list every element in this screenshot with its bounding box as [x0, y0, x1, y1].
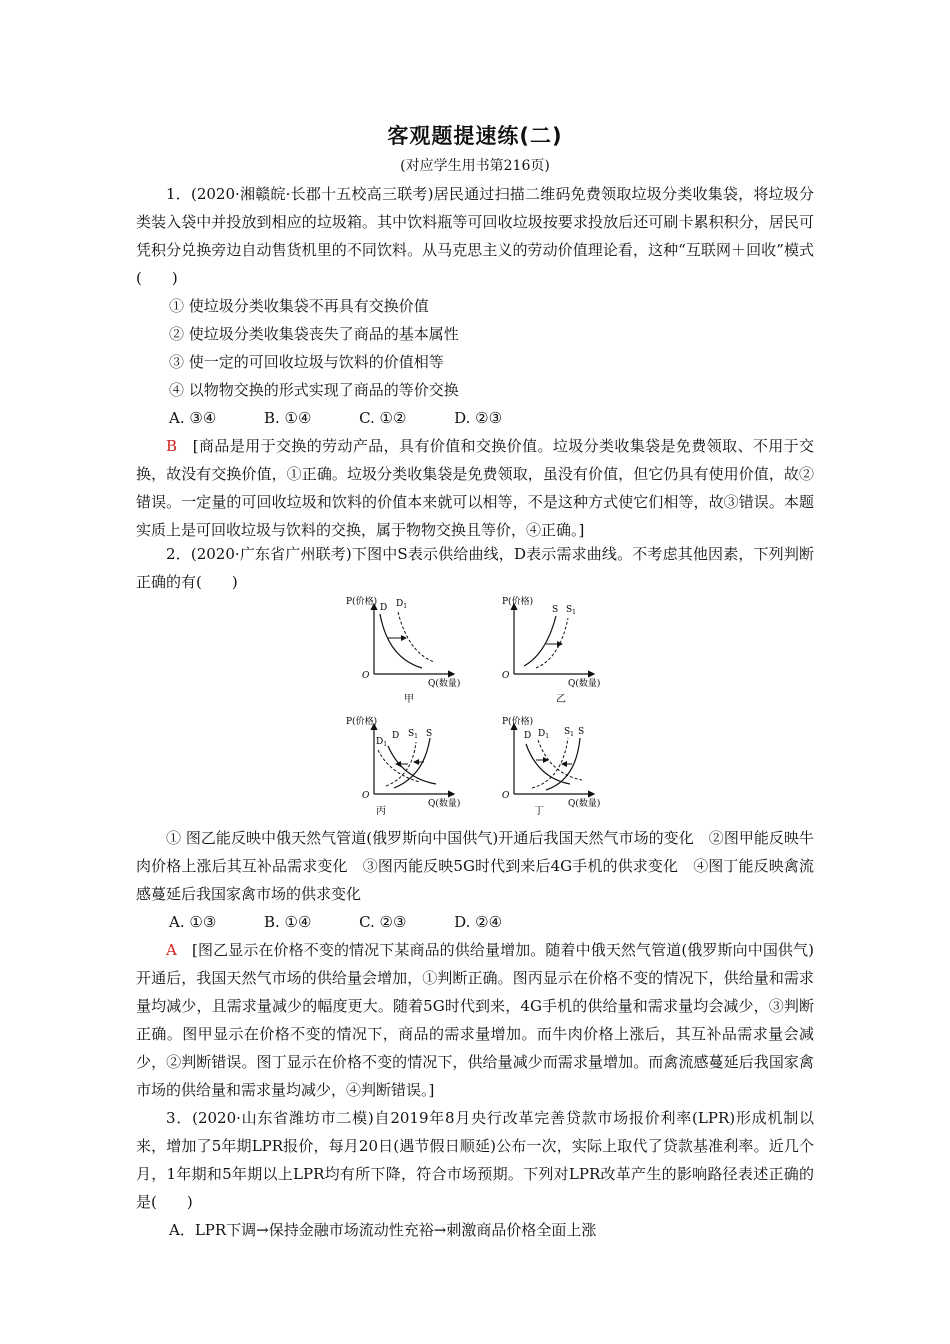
curve-label-s1	[566, 605, 576, 616]
origin-label: O	[362, 791, 370, 801]
question-1-option: ③ 使一定的可回收垃圾与饮料的价值相等	[169, 353, 444, 371]
question-1-option: ① 使垃圾分类收集袋不再具有交换价值	[169, 297, 429, 315]
label-letter: D	[538, 729, 546, 739]
question-1-option: ④ 以物物交换的形式实现了商品的等价交换	[169, 381, 459, 399]
curve-label-d1	[396, 599, 407, 610]
curve-label-s: S	[578, 727, 585, 737]
supply-demand-figure	[136, 596, 814, 824]
y-axis-label: P(价格)	[502, 717, 534, 727]
question-2-answer	[136, 936, 814, 1104]
curve-label-d: D	[392, 731, 400, 741]
label-subscript: 1	[545, 733, 550, 740]
label-subscript: 1	[414, 733, 418, 740]
question-1	[136, 180, 814, 544]
supply-demand-figure-svg	[346, 596, 606, 822]
panel-label-yi: 乙	[556, 694, 566, 705]
panel-label-bing: 丙	[376, 806, 386, 817]
demand-curve	[388, 746, 436, 784]
answer-letter: A	[166, 941, 177, 959]
origin-label: O	[502, 671, 510, 681]
y-axis-label: P(价格)	[502, 597, 534, 607]
curve-label-d1	[376, 737, 387, 748]
question-3-option-a: A．LPR下调→保持金融市场流动性充裕→刺激商品价格全面上涨	[169, 1221, 597, 1239]
label-letter: S	[566, 605, 573, 615]
page-subtitle: (对应学生用书第216页)	[400, 158, 550, 174]
curve-label-d: D	[524, 731, 532, 741]
answer-explanation: [商品是用于交换的劳动产品，具有价值和交换价值。垃圾分类收集袋是免费领取、不用于交换，故没有交换价值，①正确。垃圾分类收集袋是免费领取，虽没有价值，但它仍具有使用价值，故②错误。一定量的可回收垃圾和饮料的价值本来就可以相等，不是这种方式使它们相等，故③错误。本题实质上是可回收垃圾与饮料的交换，属于物物交换且等价，④正确。]	[136, 437, 814, 539]
panel-label-jia: 甲	[404, 694, 414, 705]
x-axis-label: Q(数量)	[568, 799, 601, 809]
curve-label-s1	[564, 727, 574, 738]
panel-label-ding: 丁	[534, 806, 544, 817]
panel-bing	[346, 715, 460, 817]
demand-curve-d1	[378, 750, 420, 782]
curve-label-d: D	[380, 603, 388, 613]
question-1-answer	[136, 432, 814, 544]
curve-label-d1	[538, 729, 549, 740]
curve-label-s1	[408, 729, 418, 740]
question-2-statements: ① 图乙能反映中俄天然气管道(俄罗斯向中国供气)开通后我国天然气市场的变化 ②图甲能反映牛肉价格上涨后其互补品需求变化 ③图丙能反映5G时代到来后4G手机的供求变化 ④图丁能反映禽流感蔓延后我国家禽市场的供求变化	[136, 829, 814, 903]
label-letter: S	[564, 727, 571, 737]
answer-explanation: [图乙显示在价格不变的情况下某商品的供给量增加。随着中俄天然气管道(俄罗斯向中国供气)开通后，我国天然气市场的供给量会增加，①判断正确。图丙显示在价格不变的情况下，供给量和需求量均减少，且需求量减少的幅度更大。随着5G时代到来，4G手机的供给量和需求量均会减少，③判断正确。图甲显示在价格不变的情况下，商品的需求量增加。而牛肉价格上涨后，其互补品需求量会减少，②判断错误。图丁显示在价格不变的情况下，供给量减少而需求量增加。而禽流感蔓延后我国家禽市场的供给量和需求量均减少，④判断错误。]	[136, 941, 814, 1099]
label-letter: D	[396, 599, 404, 609]
label-subscript: 1	[570, 731, 574, 738]
origin-label: O	[502, 791, 510, 801]
question-1-choices: A. ③④ B. ①④ C. ①② D. ②③	[169, 409, 503, 427]
demand-curve-d1	[398, 612, 434, 662]
y-axis-label: P(价格)	[346, 597, 378, 607]
curve-label-s: S	[552, 605, 559, 615]
origin-label: O	[362, 671, 370, 681]
label-subscript: 1	[403, 603, 408, 610]
question-2	[136, 540, 814, 1244]
y-axis-label: P(价格)	[346, 717, 378, 727]
question-1-stem: 1．(2020·湘赣皖·长郡十五校高三联考)居民通过扫描二维码免费领取垃圾分类收集袋，将垃圾分类装入袋中并投放到相应的垃圾箱。其中饮料瓶等可回收垃圾按要求投放后还可刷卡累积积分，居民可凭积分兑换旁边自动售货机里的不同饮料。从马克思主义的劳动价值理论看，这种“互联网＋回收”模式( )	[136, 185, 814, 287]
question-1-option: ② 使垃圾分类收集袋丧失了商品的基本属性	[169, 325, 459, 343]
panel-jia	[346, 595, 460, 705]
panel-ding	[502, 715, 600, 817]
answer-letter: B	[166, 437, 178, 455]
supply-curve-s1	[536, 618, 568, 668]
label-subscript: 1	[383, 741, 388, 748]
x-axis-label: Q(数量)	[428, 679, 461, 689]
question-3-stem: 3．(2020·山东省潍坊市二模)自2019年8月央行改革完善贷款市场报价利率(LPR)形成机制以来，增加了5年期LPR报价，每月20日(遇节假日顺延)公布一次，实际上取代了贷款基准利率。近几个月，1年期和5年期以上LPR均有所下降，符合市场预期。下列对LPR改革产生的影响路径表述正确的是( )	[136, 1109, 814, 1211]
question-2-stem: 2．(2020·广东省广州联考)下图中S表示供给曲线，D表示需求曲线。不考虑其他因素，下列判断正确的有( )	[136, 545, 814, 591]
curve-label-s: S	[426, 729, 433, 739]
supply-curve	[524, 616, 556, 666]
panel-yi	[502, 595, 600, 705]
label-subscript: 1	[572, 609, 576, 616]
question-2-choices: A. ①③ B. ①④ C. ②③ D. ②④	[169, 913, 503, 931]
x-axis-label: Q(数量)	[568, 679, 601, 689]
page-title: 客观题提速练(二)	[387, 124, 563, 148]
x-axis-label: Q(数量)	[428, 799, 461, 809]
label-letter: S	[408, 729, 415, 739]
label-letter: D	[376, 737, 384, 747]
